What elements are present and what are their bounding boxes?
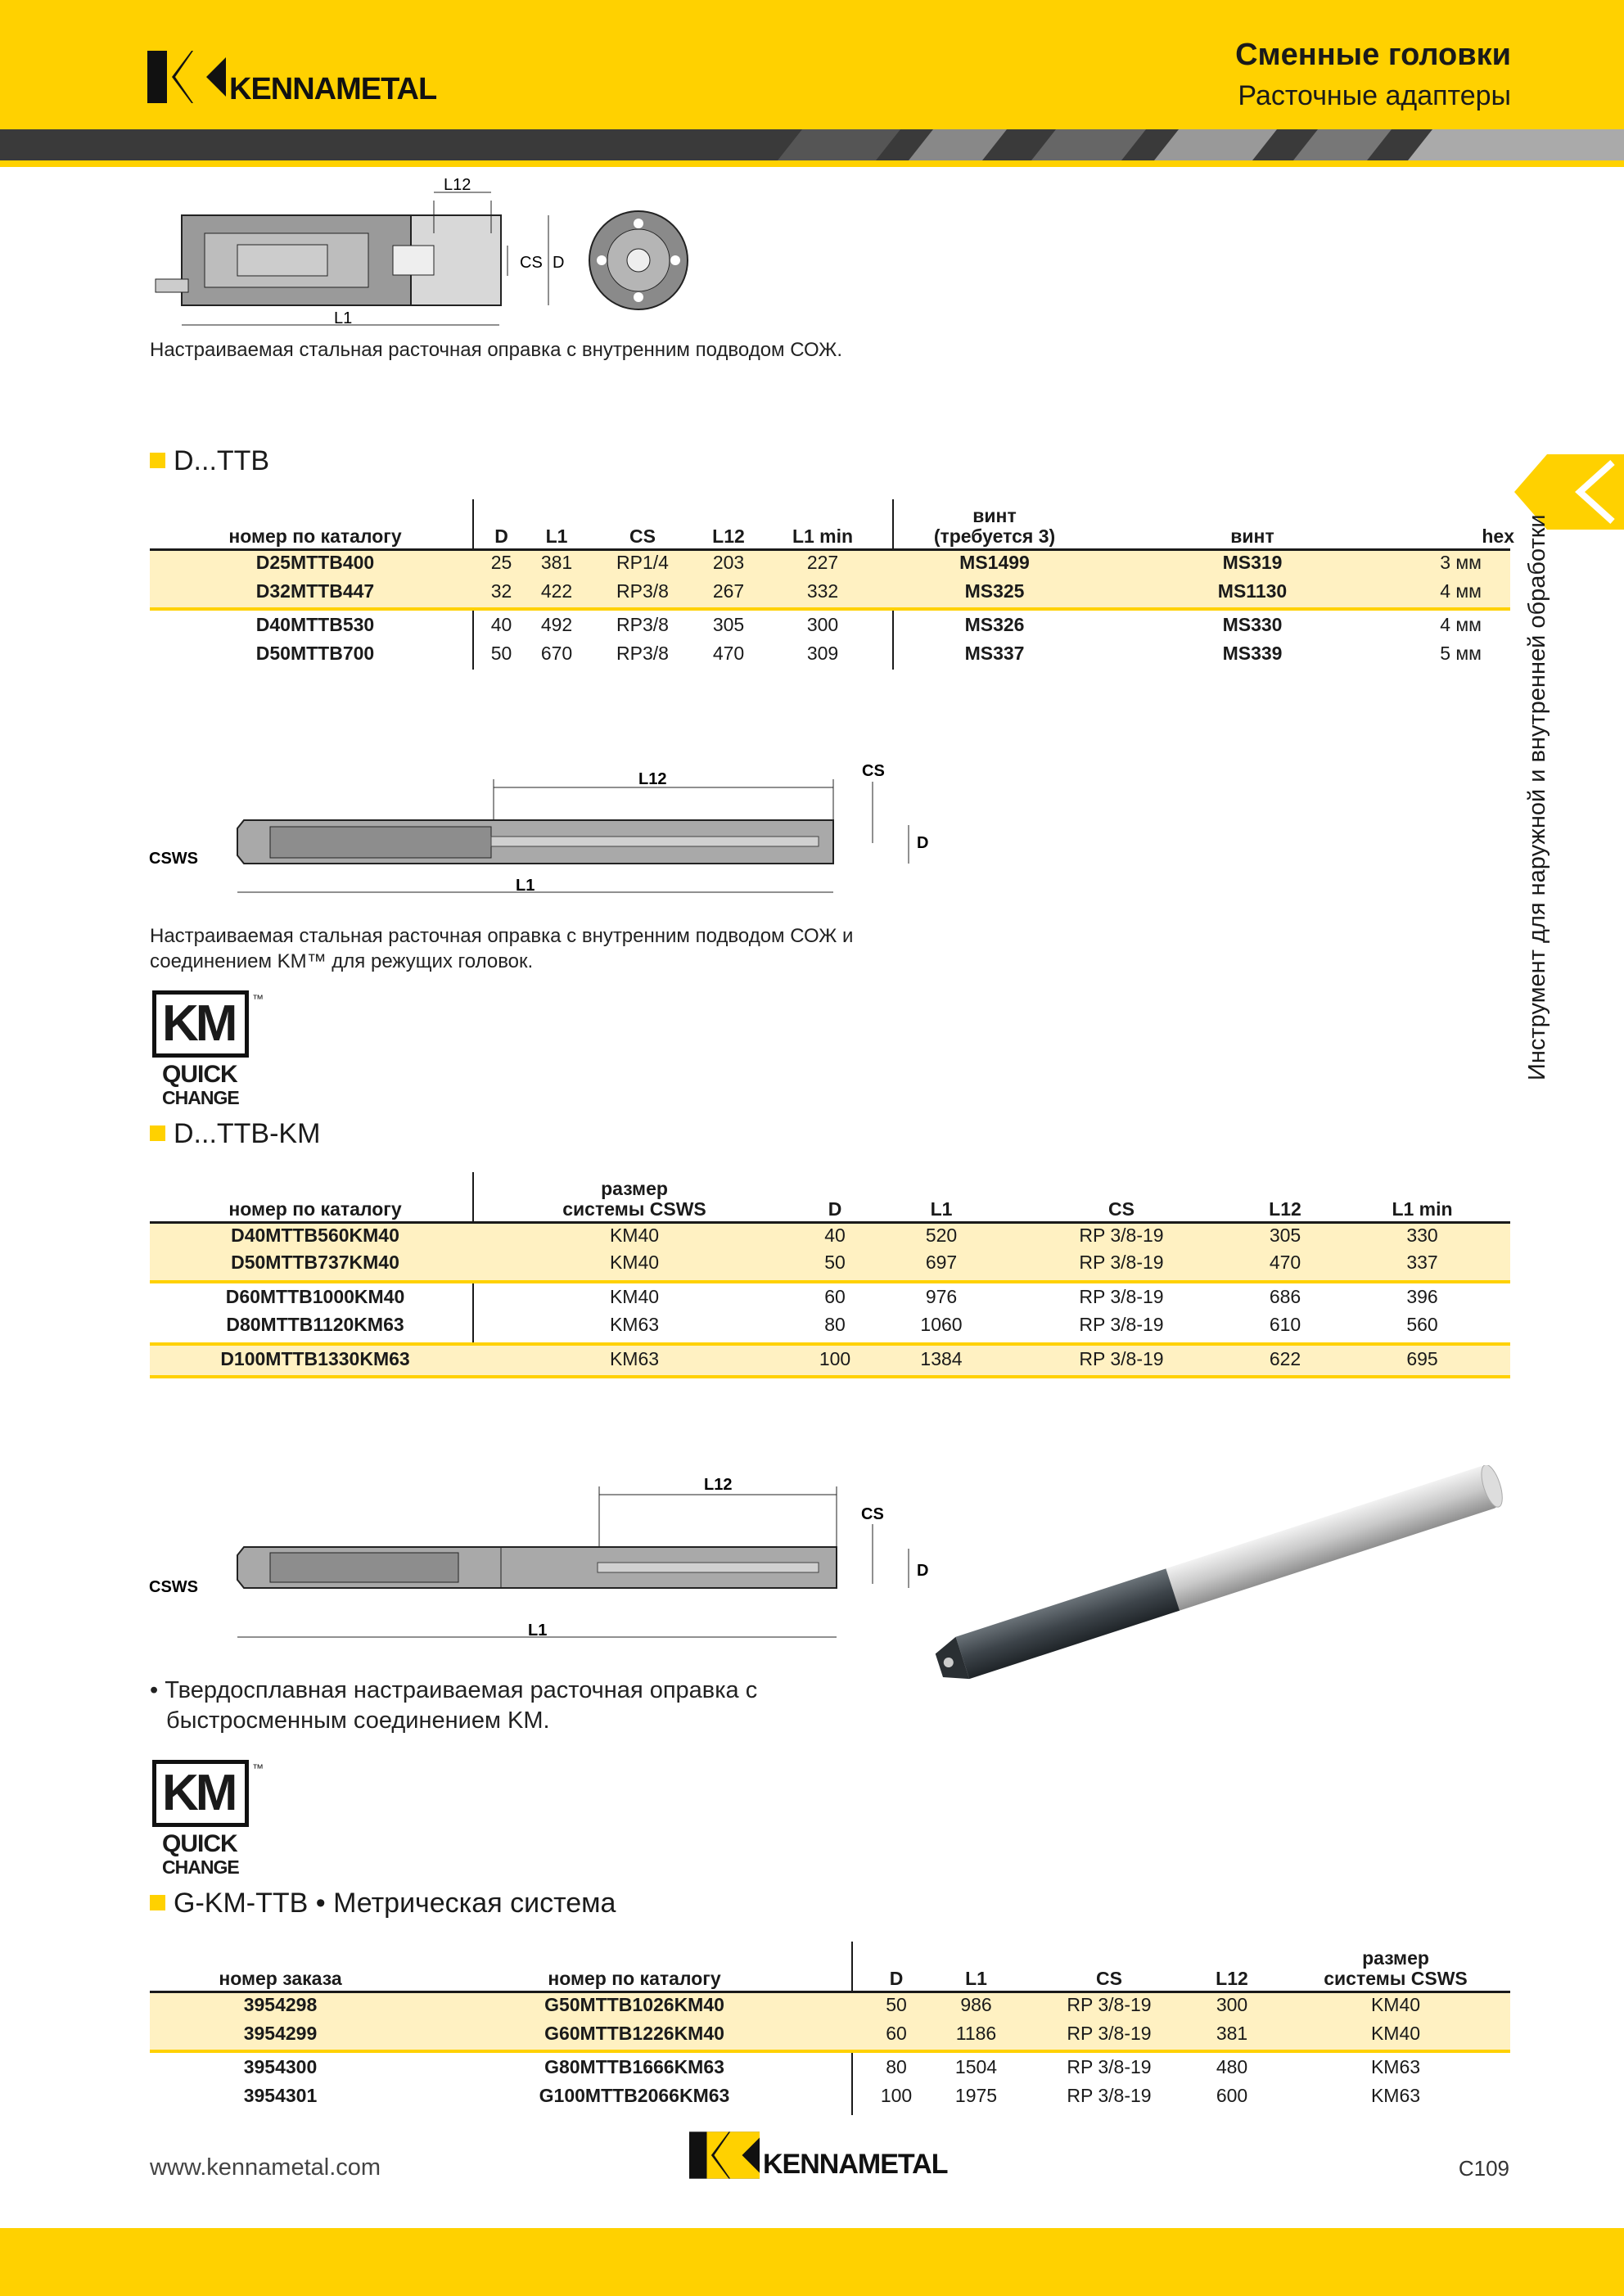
cell-l12: 470: [712, 643, 745, 664]
fig2-csws-label: CSWS: [149, 850, 198, 868]
cell-l12: 203: [712, 552, 745, 573]
footer-url[interactable]: www.kennametal.com: [150, 2154, 381, 2181]
page-number: C109: [1458, 2156, 1509, 2181]
table3-header-cat: номер по каталогу: [548, 1968, 721, 1989]
cell-hex: 4 мм: [1440, 580, 1482, 602]
figure-ttb-drawing: [147, 176, 696, 332]
cell-l1: 492: [540, 614, 573, 635]
cell-screw3: MS337: [964, 643, 1025, 664]
cell-cs: RP3/8: [616, 580, 669, 602]
table1-group-rule: [150, 607, 1510, 611]
cell-screw3: MS326: [964, 614, 1025, 635]
cell-l1: 1504: [954, 2056, 998, 2077]
cell-d: 50: [824, 1252, 846, 1273]
cell-l12: 300: [1216, 1994, 1248, 2015]
cell-l12: 381: [1216, 2023, 1248, 2044]
table1-header-screw3-1: винт: [972, 505, 1017, 526]
fig3-l12-label: L12: [704, 1476, 733, 1494]
cell-l12: 480: [1216, 2056, 1248, 2077]
cell-cs: RP 3/8-19: [1067, 1994, 1152, 2015]
cell-l1: 1384: [920, 1348, 963, 1369]
cell-screw: MS319: [1222, 552, 1283, 573]
fig1-caption: Настраиваемая стальная расточная оправка с внутренним подводом СОЖ.: [150, 339, 842, 361]
table2-header-cs: CS: [1108, 1198, 1135, 1220]
fig1-cs-label: CS: [520, 254, 543, 272]
cell-cat: D25MTTB400: [255, 552, 375, 573]
cell-l1min: 227: [806, 552, 839, 573]
km-badge-text: KM: [162, 995, 235, 1052]
km-badge-tm: ™: [252, 992, 264, 1005]
cell-size: KM40: [609, 1225, 660, 1246]
fig3-d-label: D: [917, 1562, 929, 1580]
table2-header-size-1: размер: [601, 1178, 668, 1199]
table3-title-text: G-KM-TTB • Метрическая система: [174, 1888, 616, 1919]
fig3-l1-label: L1: [528, 1622, 548, 1640]
cell-d: 40: [490, 614, 512, 635]
fig2-caption-line1: Настраиваемая стальная расточная оправка с внутренним подводом СОЖ и: [150, 925, 854, 947]
cell-cs: RP1/4: [616, 552, 669, 573]
table3-header-l1: L1: [965, 1968, 987, 1989]
cell-order: 3954301: [243, 2085, 318, 2106]
cell-d: 25: [490, 552, 512, 573]
cell-l1min: 560: [1406, 1314, 1438, 1335]
cell-d: 40: [824, 1225, 846, 1246]
table3-header-cs: CS: [1096, 1968, 1122, 1989]
km-badge-text: KM: [162, 1765, 235, 1821]
cell-l1min: 332: [806, 580, 839, 602]
table1-header-l12: L12: [712, 526, 745, 547]
fig2-l1-label: L1: [516, 877, 535, 895]
cell-l1min: 695: [1406, 1348, 1438, 1369]
cell-l1min: 300: [806, 614, 839, 635]
cell-screw: MS339: [1222, 643, 1283, 664]
cell-cat: G50MTTB1026KM40: [544, 1994, 724, 2015]
fig3-cs-label: CS: [861, 1505, 884, 1523]
table3-header-size-2: системы CSWS: [1324, 1968, 1468, 1989]
cell-cs: RP 3/8-19: [1079, 1225, 1164, 1246]
page-subtitle: Расточные адаптеры: [1238, 80, 1511, 111]
cell-l12: 305: [712, 614, 745, 635]
cell-l12: 600: [1216, 2085, 1248, 2106]
cell-l1: 1186: [955, 2023, 997, 2044]
km-badge-quick: QUICK: [162, 1830, 237, 1857]
table1-header-screw: винт: [1230, 526, 1274, 547]
cell-size: KM40: [1370, 2023, 1421, 2044]
figure-ttb-km-drawing: [147, 761, 950, 909]
table1-header-cs: CS: [629, 526, 656, 547]
cell-l1min: 337: [1406, 1252, 1438, 1273]
cell-cs: RP3/8: [616, 614, 669, 635]
cell-size: KM40: [609, 1252, 660, 1273]
cell-l1: 986: [960, 1994, 992, 2015]
cell-d: 60: [886, 2023, 907, 2044]
cell-cs: RP 3/8-19: [1067, 2085, 1152, 2106]
fig3-csws-label: CSWS: [149, 1578, 198, 1596]
cell-screw: MS1130: [1217, 580, 1288, 602]
stripe-pattern: [0, 129, 1624, 160]
cell-l12: 267: [712, 580, 745, 602]
section-bullet-icon: [150, 453, 165, 468]
km-badge-change: CHANGE: [162, 1856, 239, 1878]
cell-order: 3954300: [243, 2056, 318, 2077]
cell-l1min: 396: [1406, 1286, 1438, 1307]
cell-d: 50: [886, 1994, 907, 2015]
table3-header-l12: L12: [1216, 1968, 1248, 1989]
cell-screw3: MS1499: [959, 552, 1030, 573]
cell-hex: 4 мм: [1440, 614, 1482, 635]
table2-header-size-2: системы CSWS: [562, 1198, 706, 1220]
footer-bar: [0, 2228, 1624, 2296]
fig3-bullet-line1: • Твердосплавная настраиваемая расточная оправка с: [150, 1677, 758, 1703]
cell-l1: 520: [925, 1225, 958, 1246]
cell-l1: 670: [540, 643, 573, 664]
cell-l1: 422: [540, 580, 573, 602]
cell-cat: D50MTTB700: [255, 643, 375, 664]
cell-l12: 305: [1269, 1225, 1301, 1246]
cell-l12: 610: [1269, 1314, 1301, 1335]
cell-l1min: 330: [1406, 1225, 1438, 1246]
cell-l12: 686: [1269, 1286, 1301, 1307]
table1-header-l1: L1: [545, 526, 568, 547]
side-tab-label: Инструмент для наружной и внутренней обработки: [1524, 514, 1550, 1080]
cell-l12: 470: [1269, 1252, 1301, 1273]
footer-kennametal-k-logo-icon: [689, 2131, 760, 2179]
table3-group-rule: [150, 2050, 1510, 2053]
fig2-l12-label: L12: [638, 770, 667, 788]
table3-header-order: номер заказа: [219, 1968, 342, 1989]
cell-l12: 622: [1269, 1348, 1301, 1369]
table2-header-l1: L1: [930, 1198, 953, 1220]
cell-l1: 976: [925, 1286, 958, 1307]
header-stripe: [0, 129, 1624, 160]
cell-cs: RP 3/8-19: [1079, 1314, 1164, 1335]
cell-hex: 3 мм: [1440, 552, 1482, 573]
cell-cs: RP 3/8-19: [1067, 2023, 1152, 2044]
cell-d: 60: [824, 1286, 846, 1307]
table1-header-hex: hex: [1482, 526, 1514, 547]
cell-l1: 1060: [920, 1314, 963, 1335]
cell-d: 100: [880, 2085, 913, 2106]
section-bullet-icon: [150, 1895, 165, 1910]
cell-cat: D40MTTB530: [255, 614, 375, 635]
cell-l1min: 309: [806, 643, 839, 664]
boring-bar-product-image: [917, 1465, 1514, 1686]
fig1-l12-label: L12: [444, 176, 471, 194]
fig3-bullet-line2: быстросменным соединением KM.: [166, 1707, 550, 1734]
table2-title: [150, 1118, 320, 1150]
table3-title: [150, 1888, 616, 1919]
cell-size: KM40: [1370, 1994, 1421, 2015]
table3-header-size-1: размер: [1362, 1947, 1429, 1969]
cell-hex: 5 мм: [1440, 643, 1482, 664]
figure-g-km-ttb-drawing: [147, 1473, 950, 1649]
cell-cat: D32MTTB447: [255, 580, 375, 602]
cell-cat: G60MTTB1226KM40: [544, 2023, 724, 2044]
cell-cat: D50MTTB737KM40: [231, 1252, 399, 1273]
table1-header-screw3-2: (требуется 3): [933, 526, 1056, 547]
table2-title-text: D...TTB-KM: [174, 1118, 321, 1149]
table1-header-cat: номер по каталогу: [228, 526, 402, 547]
cell-order: 3954298: [243, 1994, 318, 2015]
table1-header-d: D: [494, 526, 508, 547]
cell-cat: G80MTTB1666KM63: [544, 2056, 724, 2077]
page-title: Сменные головки: [1235, 38, 1511, 72]
table2-header-cat: номер по каталогу: [228, 1198, 402, 1220]
table1-title: [150, 445, 269, 477]
cell-size: KM63: [609, 1348, 660, 1369]
cell-size: KM63: [609, 1314, 660, 1335]
table2-header-d: D: [828, 1198, 842, 1220]
cell-order: 3954299: [243, 2023, 318, 2044]
km-badge-change: CHANGE: [162, 1087, 239, 1108]
km-quick-change-badge: [152, 1760, 267, 1881]
cell-size: KM40: [609, 1286, 660, 1307]
cell-l1: 1975: [954, 2085, 998, 2106]
cell-d: 50: [490, 643, 512, 664]
cell-d: 80: [824, 1314, 846, 1335]
table2-header-l12: L12: [1269, 1198, 1301, 1220]
header-yellow-line: [0, 160, 1624, 167]
fig1-d-label: D: [553, 254, 565, 272]
cell-d: 32: [490, 580, 512, 602]
cell-d: 100: [819, 1348, 851, 1369]
fig1-l1-label: L1: [334, 309, 353, 327]
table2-group-rule-1: [150, 1280, 1510, 1283]
cell-size: KM63: [1370, 2056, 1421, 2077]
table3-header-d: D: [889, 1968, 904, 1989]
cell-cat: D80MTTB1120KM63: [226, 1314, 404, 1335]
cell-d: 80: [886, 2056, 907, 2077]
table1-header-l1min: L1 min: [792, 526, 854, 547]
table1-title-text: D...TTB: [174, 445, 270, 476]
cell-cat: D40MTTB560KM40: [231, 1225, 399, 1246]
section-bullet-icon: [150, 1125, 165, 1141]
fig2-d-label: D: [917, 834, 929, 852]
km-badge-quick: QUICK: [162, 1061, 237, 1088]
footer-brand-name: KENNAMETAL: [763, 2149, 948, 2180]
cell-cs: RP 3/8-19: [1079, 1252, 1164, 1273]
cell-cat: D60MTTB1000KM40: [225, 1286, 405, 1307]
cell-cs: RP 3/8-19: [1079, 1286, 1164, 1307]
cell-cs: RP 3/8-19: [1079, 1348, 1164, 1369]
cell-l1: 381: [540, 552, 573, 573]
kennametal-k-logo-icon: [147, 51, 226, 103]
page-header: [0, 0, 1624, 129]
table2-header-l1min: L1 min: [1392, 1198, 1453, 1220]
cell-cat: G100MTTB2066KM63: [539, 2085, 730, 2106]
cell-screw: MS330: [1222, 614, 1283, 635]
cell-cat: D100MTTB1330KM63: [220, 1348, 410, 1369]
cell-screw3: MS325: [964, 580, 1025, 602]
cell-size: KM63: [1370, 2085, 1421, 2106]
brand-name: KENNAMETAL: [229, 72, 437, 106]
fig2-cs-label: CS: [862, 762, 885, 780]
cell-cs: RP 3/8-19: [1067, 2056, 1152, 2077]
cell-cs: RP3/8: [616, 643, 669, 664]
table2-bottom-rule: [150, 1375, 1510, 1378]
fig2-caption-line2: соединением KM™ для режущих головок.: [150, 950, 534, 972]
cell-l1: 697: [925, 1252, 958, 1273]
km-badge-tm: ™: [252, 1761, 264, 1775]
km-quick-change-badge: [152, 990, 267, 1112]
